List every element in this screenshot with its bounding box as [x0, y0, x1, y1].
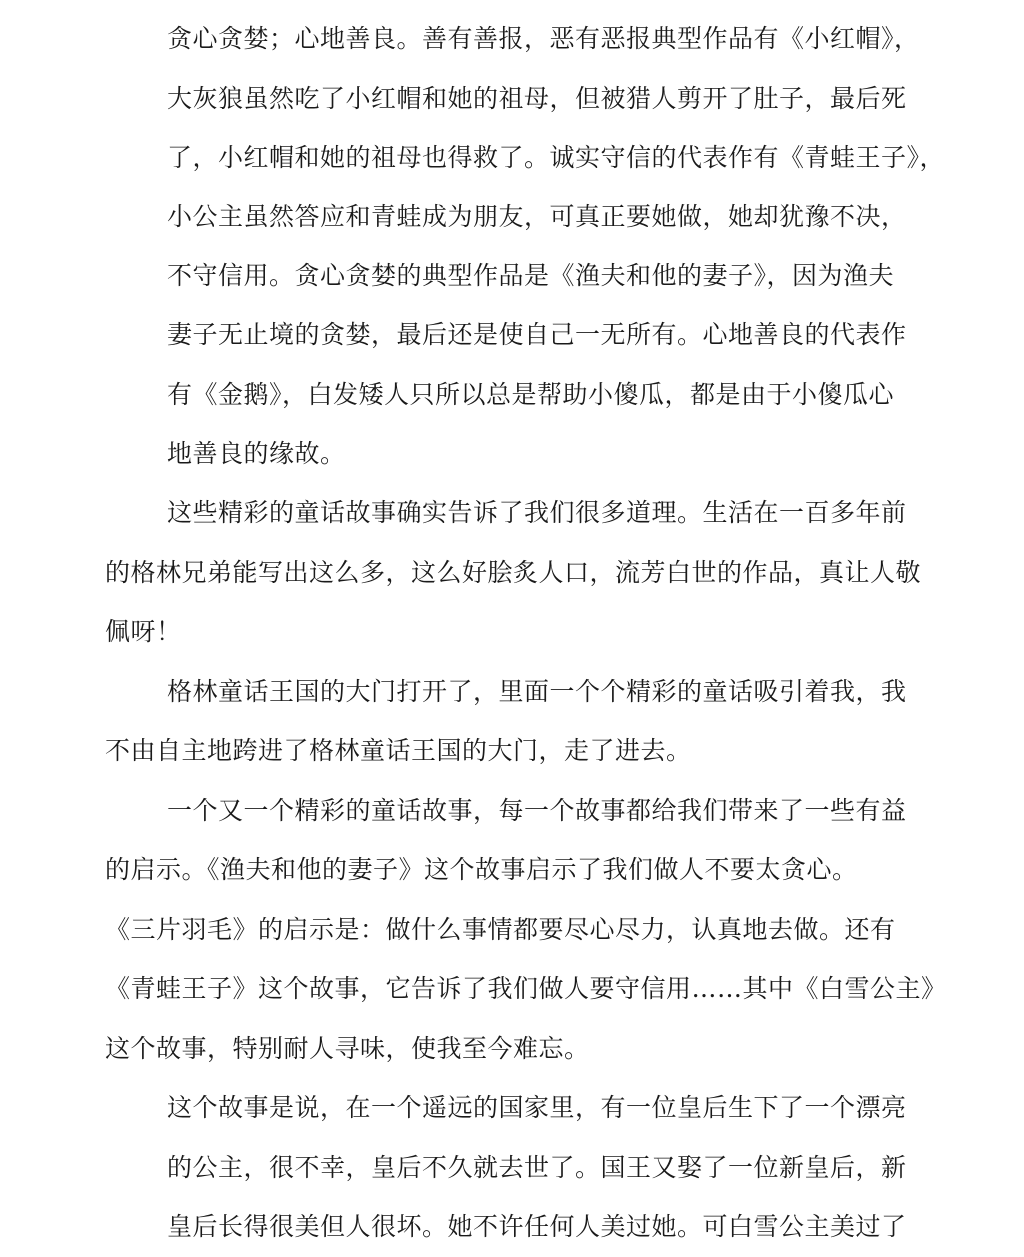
- text-line: 一个又一个精彩的童话故事，每一个故事都给我们带来了一些有益: [167, 796, 907, 825]
- text-line: 皇后长得很美但人很坏。她不许任何人美过她。可白雪公主美过了: [167, 1212, 907, 1241]
- text-line: 不由自主地跨进了格林童话王国的大门，走了进去。: [105, 736, 692, 765]
- text-line: 这些精彩的童话故事确实告诉了我们很多道理。生活在一百多年前: [167, 498, 907, 527]
- text-line: 的启示。《渔夫和他的妻子》这个故事启示了我们做人不要太贪心。: [105, 855, 858, 884]
- text-line: 的公主，很不幸，皇后不久就去世了。国王又娶了一位新皇后，新: [167, 1153, 907, 1182]
- text-line: 有《金鹅》，白发矮人只所以总是帮助小傻瓜，都是由于小傻瓜心: [167, 380, 895, 409]
- text-line: 这个故事，特别耐人寻味，使我至今难忘。: [105, 1034, 590, 1063]
- text-line: 《青蛙王子》这个故事，它告诉了我们做人要守信用……其中《白雪公主》: [105, 974, 947, 1003]
- text-line: 不守信用。贪心贪婪的典型作品是《渔夫和他的妻子》，因为渔夫: [167, 261, 895, 290]
- text-line: 格林童话王国的大门打开了，里面一个个精彩的童话吸引着我，我: [167, 677, 907, 706]
- text-line: 《三片羽毛》的启示是：做什么事情都要尽心尽力，认真地去做。还有: [105, 915, 896, 944]
- text-line: 佩呀！: [105, 617, 182, 646]
- text-line: 的格林兄弟能写出这么多，这么好脍炙人口，流芳白世的作品，真让人敬: [105, 558, 922, 587]
- text-line: 大灰狼虽然吃了小红帽和她的祖母，但被猎人剪开了肚子，最后死: [167, 84, 907, 113]
- text-line: 这个故事是说，在一个遥远的国家里，有一位皇后生下了一个漂亮: [167, 1093, 907, 1122]
- text-line: 贪心贪婪；心地善良。善有善报，恶有恶报典型作品有《小红帽》，: [167, 24, 920, 53]
- text-line: 地善良的缘故。: [167, 439, 346, 468]
- text-line: 了，小红帽和她的祖母也得救了。诚实守信的代表作有《青蛙王子》，: [167, 143, 946, 172]
- text-line: 妻子无止境的贪婪，最后还是使自己一无所有。心地善良的代表作: [167, 320, 907, 349]
- text-line: 小公主虽然答应和青蛙成为朋友，可真正要她做，她却犹豫不决，: [167, 202, 907, 231]
